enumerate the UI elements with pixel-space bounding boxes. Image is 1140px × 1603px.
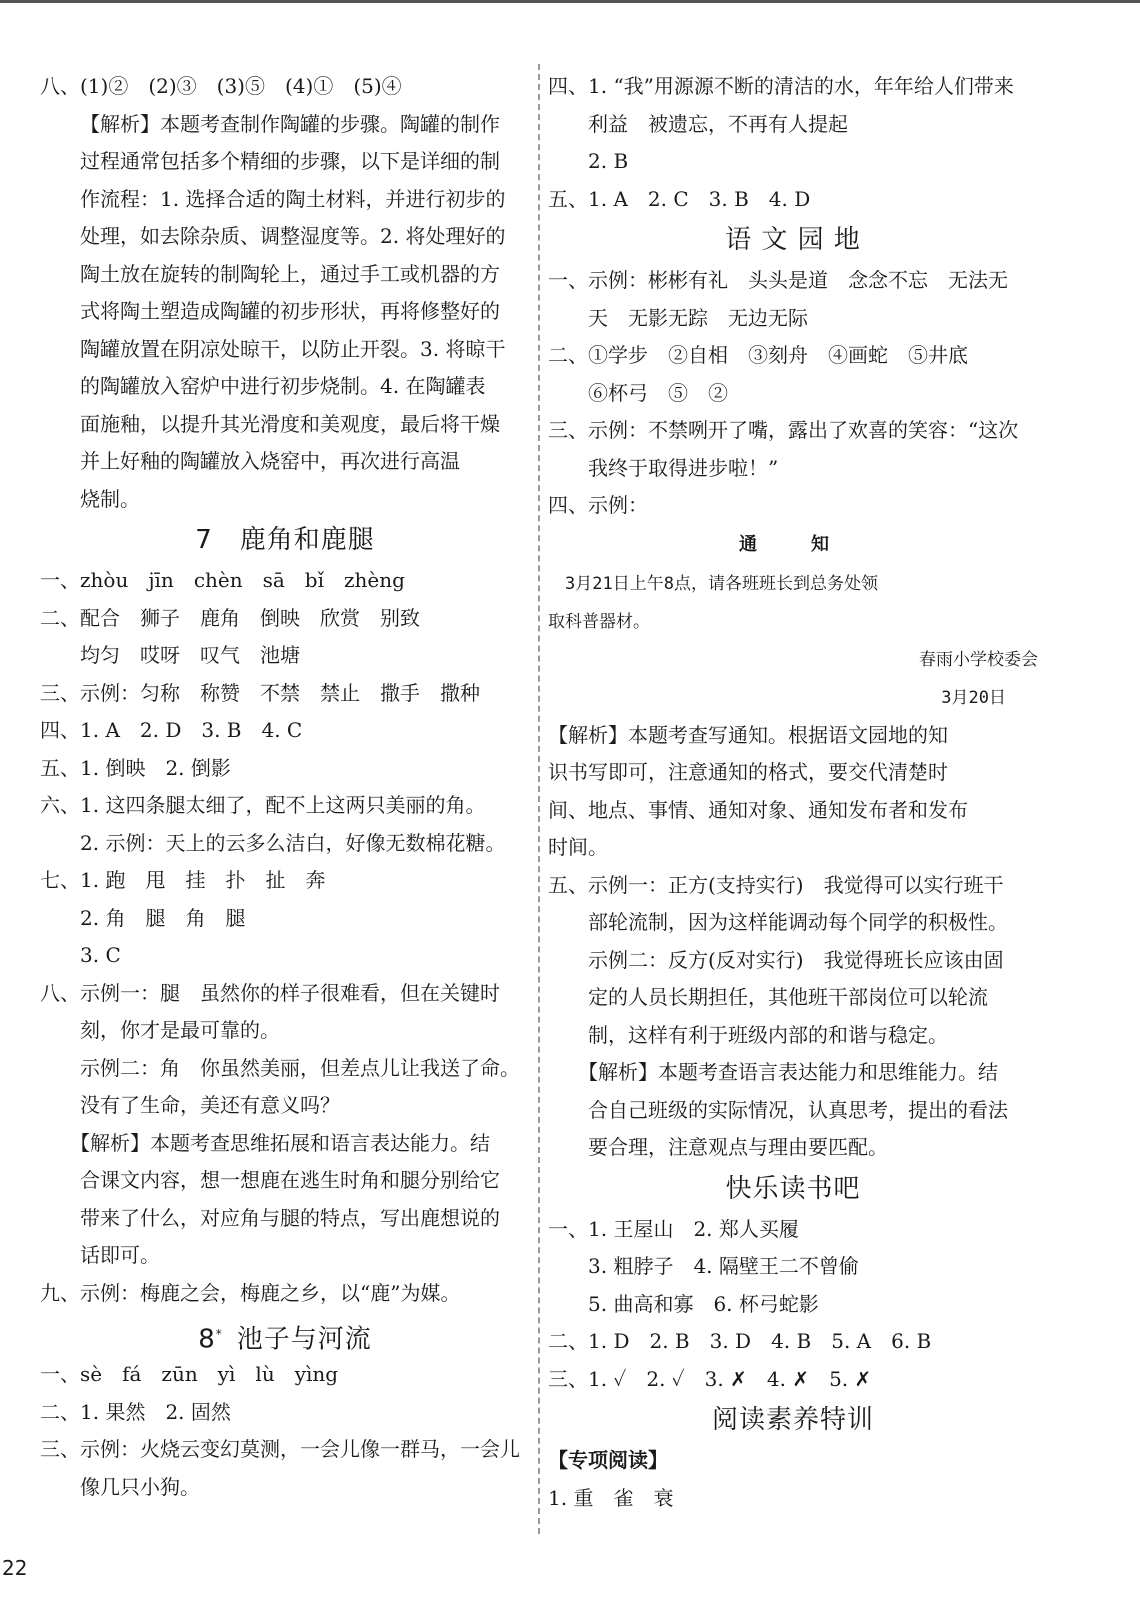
answer-line: 一、sè fá zūn yì lù yìng xyxy=(40,1362,339,1386)
answer-line: 一、zhòu jīn chèn sā bǐ zhèng xyxy=(40,568,405,592)
notice-title: 通 知 xyxy=(739,533,847,555)
answer-line: 3. 粗脖子 4. 隔壁王二不曾偷 xyxy=(548,1254,859,1278)
answer-line: 【解析】本题考查思维拓展和语言表达能力。结 xyxy=(40,1130,490,1155)
analysis-line: 陶罐放置在阴凉处晾干，以防止开裂。3. 将晾干 xyxy=(80,336,506,361)
page-number: 22 xyxy=(2,1556,28,1580)
answer-line: 四、示例： xyxy=(548,493,648,517)
optional-lesson-mark: * xyxy=(215,1327,223,1341)
analysis-line: 处理，如去除杂质、调整湿度等。2. 将处理好的 xyxy=(80,224,506,248)
answer-line: 2. B xyxy=(548,149,629,173)
left-column xyxy=(40,68,530,1506)
notice-signature: 春雨小学校委会 xyxy=(919,649,1038,670)
answer-line: 三、示例：不禁咧开了嘴，露出了欢喜的笑容：“这次 xyxy=(548,418,1019,442)
garden-answers xyxy=(548,262,1038,525)
answer-line: 合课文内容，想一想鹿在逃生时角和腿分别给它 xyxy=(40,1168,500,1192)
literacy-answers xyxy=(548,1442,1038,1517)
analysis-line: 陶土放在旋转的制陶轮上，通过手工或机器的方 xyxy=(80,261,500,286)
answer-line: 示例二：反方(反对实行) 我觉得班长应该由固 xyxy=(548,947,1004,972)
answer-line: 八、(1)② (2)③ (3)⑤ (4)① (5)④ xyxy=(40,74,402,98)
answer-line: 均匀 哎呀 叹气 池塘 xyxy=(40,643,300,667)
answer-line: 部轮流制，因为这样能调动每个同学的积极性。 xyxy=(548,910,1008,934)
answer-line: 话即可。 xyxy=(40,1243,160,1267)
answer-line: 2. 角 腿 角 腿 xyxy=(40,905,246,930)
answer-line: 没有了生命，美还有意义吗？ xyxy=(40,1093,340,1117)
notice-body-line: 3月21日上午8点，请各班班长到总务处领 xyxy=(548,573,878,594)
answer-line: 九、示例：梅鹿之会，梅鹿之乡，以“鹿”为媒。 xyxy=(40,1280,461,1305)
analysis-line: 的陶罐放入窑炉中进行初步烧制。4. 在陶罐表 xyxy=(80,374,486,398)
notice-body-line: 取科普器材。 xyxy=(548,611,650,632)
answer-line: 【解析】本题考查写通知。根据语文园地的知 xyxy=(548,722,948,747)
right-column xyxy=(548,68,1038,1517)
answer-line: 示例二：角 你虽然美丽，但差点儿让我送了命。 xyxy=(40,1055,520,1080)
answer-line: 五、示例一：正方(支持实行) 我觉得可以实行班干 xyxy=(548,872,1004,897)
analysis-block xyxy=(40,106,530,519)
answer-line: 定的人员长期担任，其他班干部岗位可以轮流 xyxy=(548,985,988,1009)
answer-line: 时间。 xyxy=(548,835,608,859)
garden-title: 语 文 园 地 xyxy=(725,225,861,255)
answer-line: 八、示例一：腿 虽然你的样子很难看，但在关键时 xyxy=(40,980,500,1005)
answer-line: 5. 曲高和寡 6. 杯弓蛇影 xyxy=(548,1291,819,1316)
lesson-8-title xyxy=(40,1312,530,1356)
literacy-title: 阅读素养特训 xyxy=(711,1405,874,1435)
garden-answers-continued xyxy=(548,717,1038,1167)
reading-answers xyxy=(548,1211,1038,1399)
answer-line: 三、示例：火烧云变幻莫测，一会儿像一群马，一会儿 xyxy=(40,1437,520,1461)
answer-line: 间、地点、事情、通知对象、通知发布者和发布 xyxy=(548,797,968,822)
analysis-line: 作流程：1. 选择合适的陶土材料，并进行初步的 xyxy=(80,186,506,211)
answer-line: 一、1. 王屋山 2. 郑人买履 xyxy=(548,1216,799,1241)
lesson-7-title: 7 鹿角和鹿腿 xyxy=(195,525,375,555)
lesson-8-continued xyxy=(548,68,1038,218)
answer-line: 二、1. 果然 2. 固然 xyxy=(40,1399,231,1424)
answer-line: 天 无影无踪 无边无际 xyxy=(548,305,808,330)
answer-line: ⑥杯弓 ⑤ ② xyxy=(548,380,728,405)
analysis-line: 【解析】本题考查制作陶罐的步骤。陶罐的制作 xyxy=(80,111,500,136)
answer-line: 二、①学步 ②自相 ③刻舟 ④画蛇 ⑤井底 xyxy=(548,343,968,367)
analysis-line: 并上好釉的陶罐放入烧窑中，再次进行高温 xyxy=(80,449,460,473)
answer-line: 3. C xyxy=(40,943,121,967)
answer-line: 一、示例：彬彬有礼 头头是道 念念不忘 无法无 xyxy=(548,268,1008,292)
answer-line: 识书写即可，注意通知的格式，要交代清楚时 xyxy=(548,760,948,784)
notice-date: 3月20日 xyxy=(941,687,1006,708)
answer-line: 带来了什么，对应角与腿的特点，写出鹿想说的 xyxy=(40,1205,500,1230)
answer-line: 1. 重 雀 衰 xyxy=(548,1485,674,1510)
answer-line: 【专项阅读】 xyxy=(548,1448,668,1472)
answer-line: 我终于取得进步啦！” xyxy=(548,455,779,480)
answer-line: 三、示例：匀称 称赞 不禁 禁止 撒手 撒种 xyxy=(40,680,480,705)
answer-line: 四、1. “我”用源源不断的清洁的水，年年给人们带来 xyxy=(548,74,1014,98)
lesson-8-number: 8 xyxy=(198,1324,216,1355)
answer-line: 【解析】本题考查语言表达能力和思维能力。结 xyxy=(548,1060,998,1084)
answer-line: 三、1. ✓ 2. ✓ 3. ✗ 4. ✗ 5. ✗ xyxy=(548,1366,872,1391)
answer-line: 五、1. A 2. C 3. B 4. D xyxy=(548,186,811,211)
analysis-line: 过程通常包括多个精细的步骤，以下是详细的制 xyxy=(80,149,500,173)
column-divider xyxy=(538,64,540,1534)
top-rule xyxy=(0,0,1140,3)
reading-title: 快乐读书吧 xyxy=(725,1173,861,1204)
answer-line: 七、1. 跑 甩 挂 扑 扯 奔 xyxy=(40,868,326,892)
lesson-8-answers xyxy=(40,1356,530,1506)
answer-line: 制，这样有利于班级内部的和谐与稳定。 xyxy=(548,1022,948,1047)
answer-line: 刻，你才是最可靠的。 xyxy=(40,1018,280,1042)
answer-line: 像几只小狗。 xyxy=(40,1474,200,1499)
answer-line: 五、1. 倒映 2. 倒影 xyxy=(40,755,231,780)
lesson-8-name: 池子与河流 xyxy=(236,1324,372,1355)
analysis-line: 面施釉，以提升其光滑度和美观度，最后将干燥 xyxy=(80,411,500,436)
answer-line: 四、1. A 2. D 3. B 4. C xyxy=(40,718,303,742)
answer-line: 合自己班级的实际情况，认真思考，提出的看法 xyxy=(548,1097,1008,1122)
answer-line: 2. 示例：天上的云多么洁白，好像无数棉花糖。 xyxy=(40,830,506,855)
answer-line: 六、1. 这四条腿太细了，配不上这两只美丽的角。 xyxy=(40,793,486,817)
answer-line: 二、配合 狮子 鹿角 倒映 欣赏 别致 xyxy=(40,605,420,630)
lesson-7-answers xyxy=(40,562,530,1312)
answer-line: 二、1. D 2. B 3. D 4. B 5. A 6. B xyxy=(548,1329,932,1353)
answer-line: 要合理，注意观点与理由要匹配。 xyxy=(548,1135,888,1159)
answer-line: 利益 被遗忘，不再有人提起 xyxy=(548,111,848,136)
analysis-line: 式将陶土塑造成陶罐的初步形状，再将修整好的 xyxy=(80,299,500,323)
analysis-line: 烧制。 xyxy=(80,486,140,511)
